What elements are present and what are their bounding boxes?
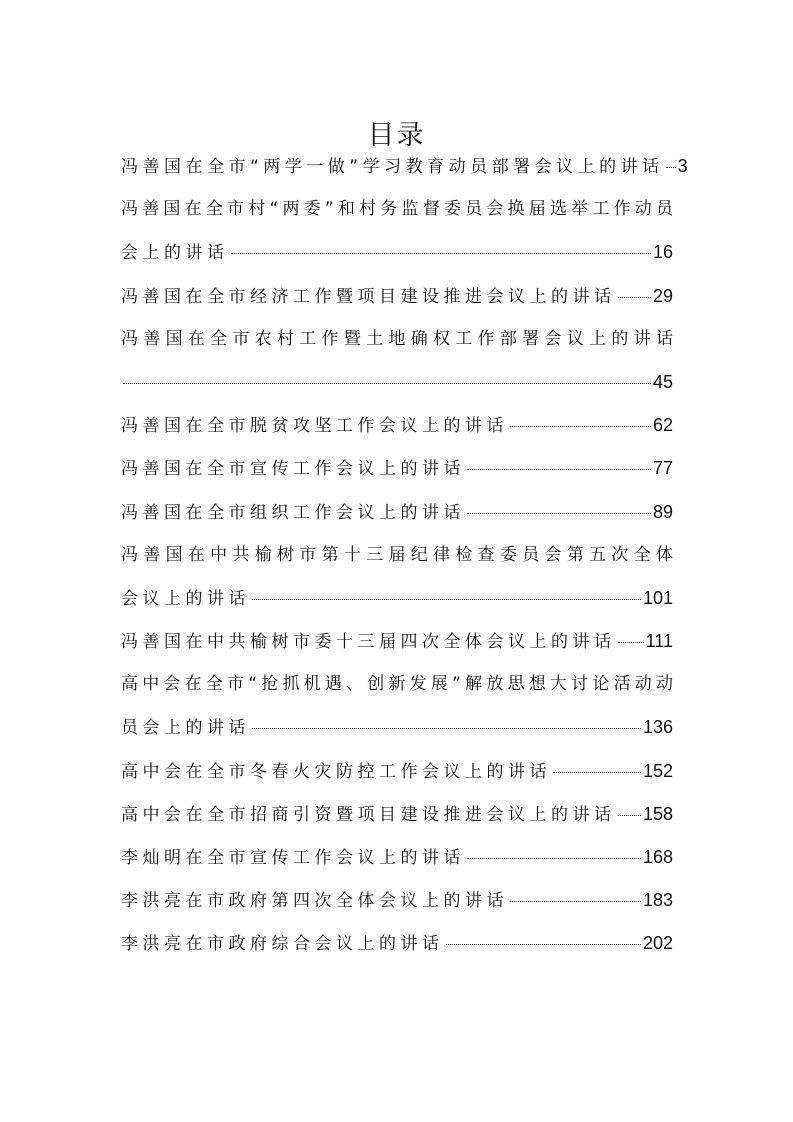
entry-title: 冯善国在全市组织工作会议上的讲话 (121, 502, 465, 523)
dot-leader (252, 728, 641, 729)
dot-leader (618, 815, 641, 816)
toc-entry[interactable] (121, 404, 673, 447)
entry-title: 冯善国在中共榆树市委十三届四次全体会议上的讲话 (121, 632, 616, 653)
entry-title-line1: 冯善国在中共榆树市第十三届纪律检查委员会第五次全体 (121, 544, 673, 565)
toc-line[interactable] (121, 922, 673, 965)
entry-title-line1: 冯善国在全市村“两委”和村务监督委员会换届选举工作动员 (121, 199, 673, 220)
dot-leader (510, 901, 641, 902)
dot-leader (553, 772, 641, 773)
toc-line[interactable] (121, 534, 673, 577)
toc-line[interactable] (121, 318, 673, 361)
toc-line[interactable] (121, 231, 673, 274)
toc-entry[interactable] (121, 275, 673, 318)
toc-entry[interactable] (121, 750, 673, 793)
toc-line[interactable] (121, 404, 673, 447)
dot-leader (618, 297, 651, 298)
toc-entry[interactable] (121, 663, 673, 749)
toc-line[interactable] (121, 793, 673, 836)
page-number: 16 (652, 242, 673, 263)
toc-line[interactable] (121, 577, 673, 620)
entry-title: 高中会在全市冬春火灾防控工作会议上的讲话 (121, 761, 551, 782)
entry-title-line2: 会议上的讲话 (121, 588, 250, 609)
toc-entry[interactable] (121, 534, 673, 620)
dot-leader (467, 513, 651, 514)
entry-title: 李洪亮在市政府综合会议上的讲话 (121, 934, 444, 955)
toc-line[interactable] (121, 836, 673, 879)
entry-title: 冯善国在全市经济工作暨项目建设推进会议上的讲话 (121, 286, 616, 307)
toc-line[interactable] (121, 620, 673, 663)
dot-leader (666, 167, 676, 168)
dot-leader (446, 944, 641, 945)
page-number: 152 (642, 760, 673, 781)
toc-line[interactable] (121, 706, 673, 749)
page-number: 111 (645, 631, 673, 652)
toc-entry[interactable] (121, 491, 673, 534)
dot-leader (618, 642, 644, 643)
page-number: 158 (642, 803, 673, 824)
entry-title-line1: 冯善国在全市农村工作暨土地确权工作部署会议上的讲话 (121, 328, 673, 349)
page-number: 202 (642, 933, 673, 954)
toc-line[interactable] (121, 750, 673, 793)
dot-leader (510, 426, 651, 427)
page-number: 62 (652, 415, 673, 436)
dot-leader (252, 599, 641, 600)
toc-line[interactable] (121, 491, 673, 534)
toc-entry[interactable] (121, 620, 673, 663)
toc-line[interactable] (121, 361, 673, 404)
page-number: 168 (642, 847, 673, 867)
entry-title-line2: 员会上的讲话 (121, 718, 250, 739)
entry-title: 冯善国在全市脱贫攻坚工作会议上的讲话 (121, 416, 508, 437)
page-number: 101 (642, 587, 673, 608)
toc-entry[interactable] (121, 793, 673, 836)
entry-title-line1: 高中会在全市“抢抓机遇、创新发展”解放思想大讨论活动动 (121, 674, 673, 695)
page-number: 136 (642, 717, 673, 738)
toc-entry[interactable] (121, 188, 673, 274)
dot-leader (467, 858, 641, 859)
toc-line[interactable] (121, 447, 673, 490)
entry-title: 冯善国在全市“两学一做”学习教育动员部署会议上的讲话 (121, 157, 664, 177)
page-number: 77 (652, 458, 673, 479)
toc-line[interactable] (121, 188, 673, 231)
dot-leader (231, 253, 651, 254)
toc-entry[interactable] (121, 922, 673, 965)
entry-title-line2: 会上的讲话 (121, 243, 229, 264)
toc-entry[interactable] (121, 318, 673, 404)
toc-entry[interactable] (121, 447, 673, 490)
toc-line[interactable] (121, 879, 673, 922)
entry-title: 李洪亮在市政府第四次全体会议上的讲话 (121, 891, 508, 912)
toc-entry[interactable] (121, 145, 688, 188)
page-number: 29 (652, 285, 673, 306)
toc-line[interactable] (121, 275, 673, 318)
page-number: 89 (652, 501, 673, 522)
toc-line[interactable] (121, 145, 688, 188)
entry-title: 高中会在全市招商引资暨项目建设推进会议上的讲话 (121, 804, 616, 825)
entry-title: 冯善国在全市宣传工作会议上的讲话 (121, 459, 465, 480)
toc-entry[interactable] (121, 879, 673, 922)
toc-line[interactable] (121, 663, 673, 706)
toc-entry[interactable] (121, 836, 673, 879)
dot-leader (123, 383, 651, 384)
page-number: 183 (642, 890, 673, 911)
table-of-contents (121, 145, 688, 966)
entry-title: 李灿明在全市宣传工作会议上的讲话 (121, 848, 465, 868)
toc-title: 目录 (367, 120, 426, 151)
page-number: 3 (677, 156, 688, 176)
dot-leader (467, 469, 651, 470)
page-number: 45 (652, 371, 673, 392)
